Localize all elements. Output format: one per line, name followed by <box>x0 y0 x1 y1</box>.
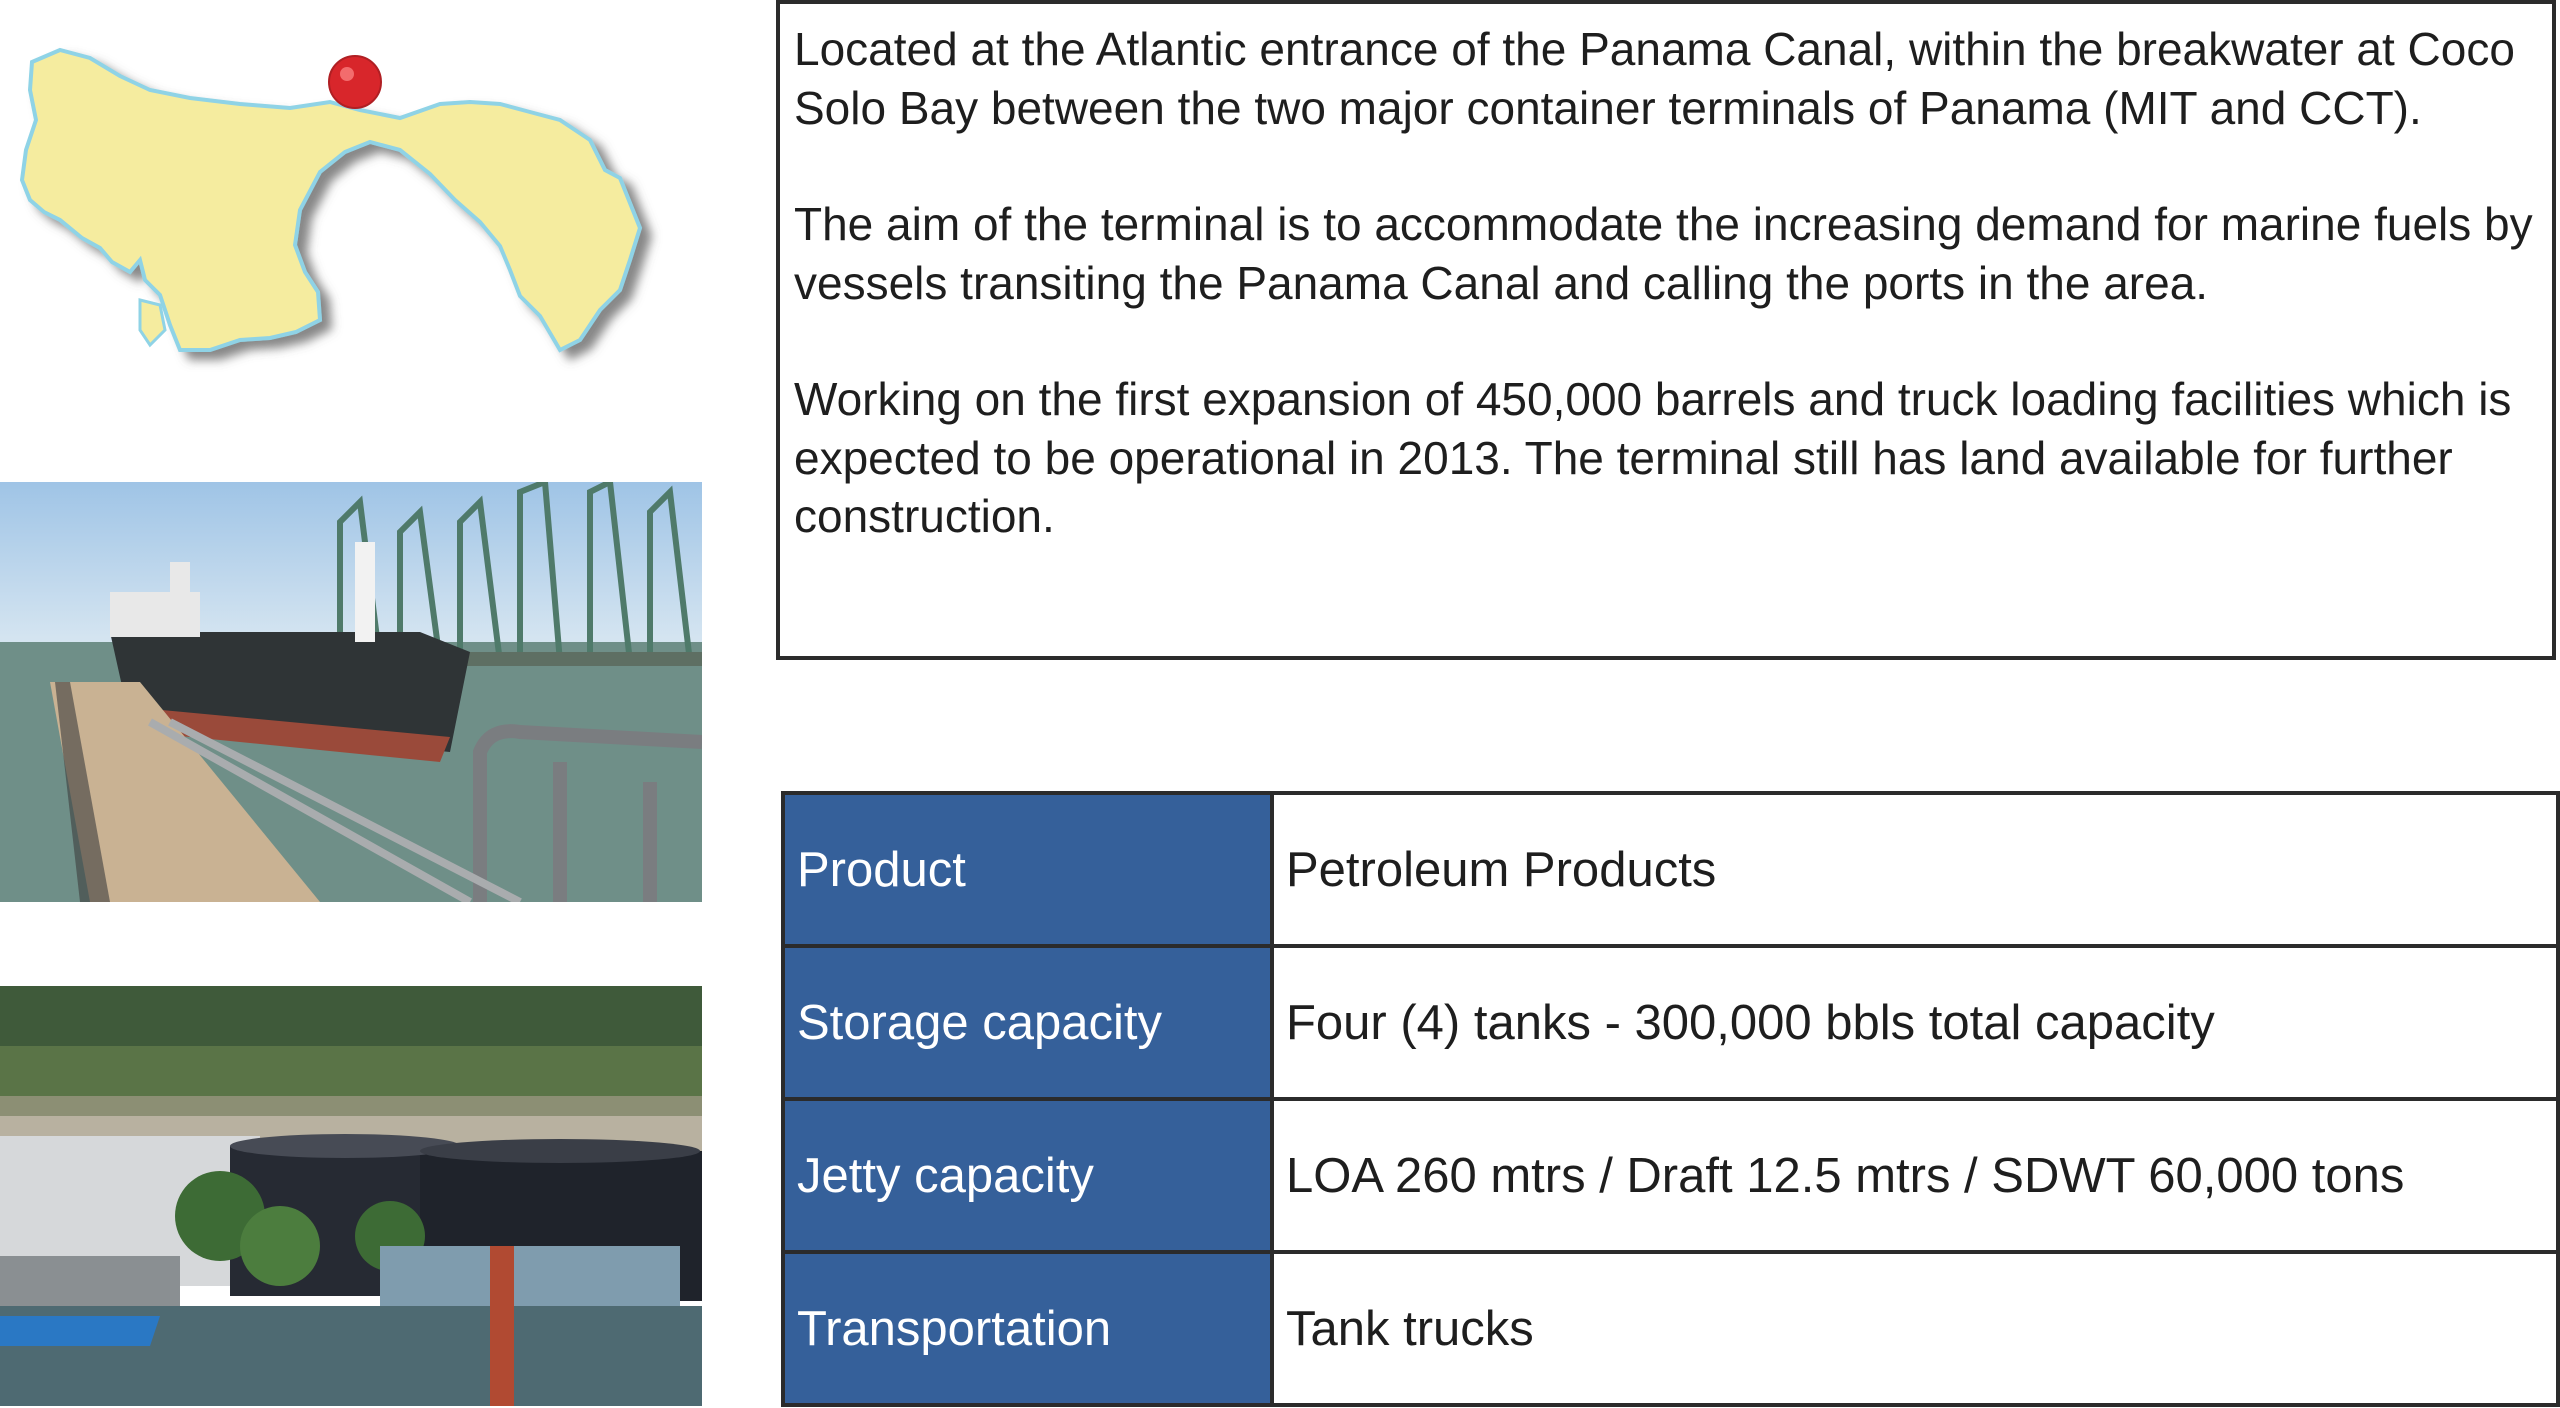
table-row <box>783 946 2558 1099</box>
spec-value-product: Petroleum Products <box>1272 793 2558 946</box>
spec-label-storage: Storage capacity <box>783 946 1272 1099</box>
spec-value-transportation: Tank trucks <box>1272 1252 2558 1405</box>
table-row <box>783 1099 2558 1252</box>
spec-value-storage: Four (4) tanks - 300,000 bbls total capacity <box>1272 946 2558 1099</box>
terminal-specs-table <box>781 791 2560 1407</box>
location-pin-icon <box>329 56 381 108</box>
description-paragraph: Working on the first expansion of 450,000 barrels and truck loading facilities which is expected to be operational in 2013. The terminal still has land available for further construction. <box>794 373 2512 542</box>
table-row <box>783 1252 2558 1405</box>
spec-label-jetty: Jetty capacity <box>783 1099 1272 1252</box>
panama-island <box>140 300 165 345</box>
storage-tanks-photo <box>0 986 702 1406</box>
panama-map <box>0 0 700 400</box>
description-paragraph: Located at the Atlantic entrance of the Panama Canal, within the breakwater at Coco Solo Bay between the two major container terminals of Panama (MIT and CCT). <box>794 23 2515 134</box>
spec-label-transportation: Transportation <box>783 1252 1272 1405</box>
terminal-description <box>776 0 2556 660</box>
table-row <box>783 793 2558 946</box>
panama-landmass <box>22 50 640 350</box>
spec-label-product: Product <box>783 793 1272 946</box>
jetty-tanker-photo <box>0 482 702 902</box>
description-paragraph: The aim of the terminal is to accommodate the increasing demand for marine fuels by vessels transiting the Panama Canal and calling the ports in the area. <box>794 198 2533 309</box>
spec-value-jetty: LOA 260 mtrs / Draft 12.5 mtrs / SDWT 60,000 tons <box>1272 1099 2558 1252</box>
panama-map-graphic <box>0 0 700 400</box>
